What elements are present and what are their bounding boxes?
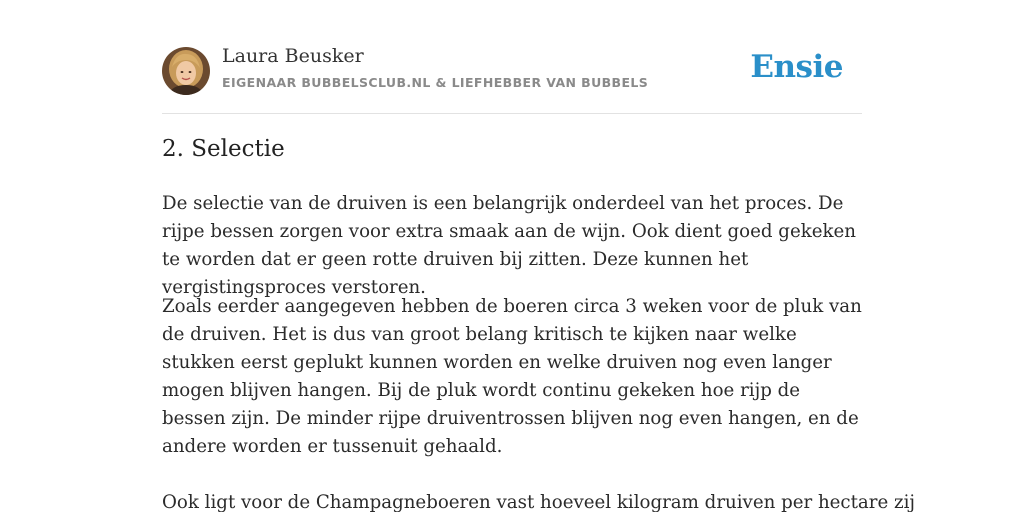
- author-header: [162, 0, 862, 114]
- author-avatar[interactable]: [162, 47, 210, 95]
- paragraph-3: Ook ligt voor de Champagneboeren vast hoeveel kilogram druiven per hectare zij: [162, 492, 916, 512]
- paragraph-1: De selectie van de druiven is een belangrijk onderdeel van het proces. De rijpe bessen zorgen voor extra smaak aan de wijn. Ook dient goed gekeken te worden dat er geen rotte druiven bij zitten. Deze kunnen het vergistingsproces verstoren.: [162, 193, 856, 298]
- paragraph-2: Zoals eerder aangegeven hebben de boeren circa 3 weken voor de pluk van de druiven. Het is dus van groot belang kritisch te kijken naar welke stukken eerst geplukt kunnen worden en welke druiven nog even langer mogen blijven hangen. Bij de pluk wordt continu gekeken hoe rijp de bessen zijn. De minder rijpe druiventrossen blijven nog even hangen, en de andere worden er tussenuit gehaald.: [162, 296, 862, 457]
- ensie-logo[interactable]: Ensie: [750, 49, 843, 85]
- author-bio: EIGENAAR BUBBELSCLUB.NL & LIEFHEBBER VAN BUBBELS: [222, 75, 649, 90]
- section-title: 2. Selectie: [162, 136, 285, 162]
- article-card: [162, 0, 916, 512]
- avatar-portrait-icon: [162, 47, 210, 95]
- author-name[interactable]: Laura Beusker: [222, 45, 364, 67]
